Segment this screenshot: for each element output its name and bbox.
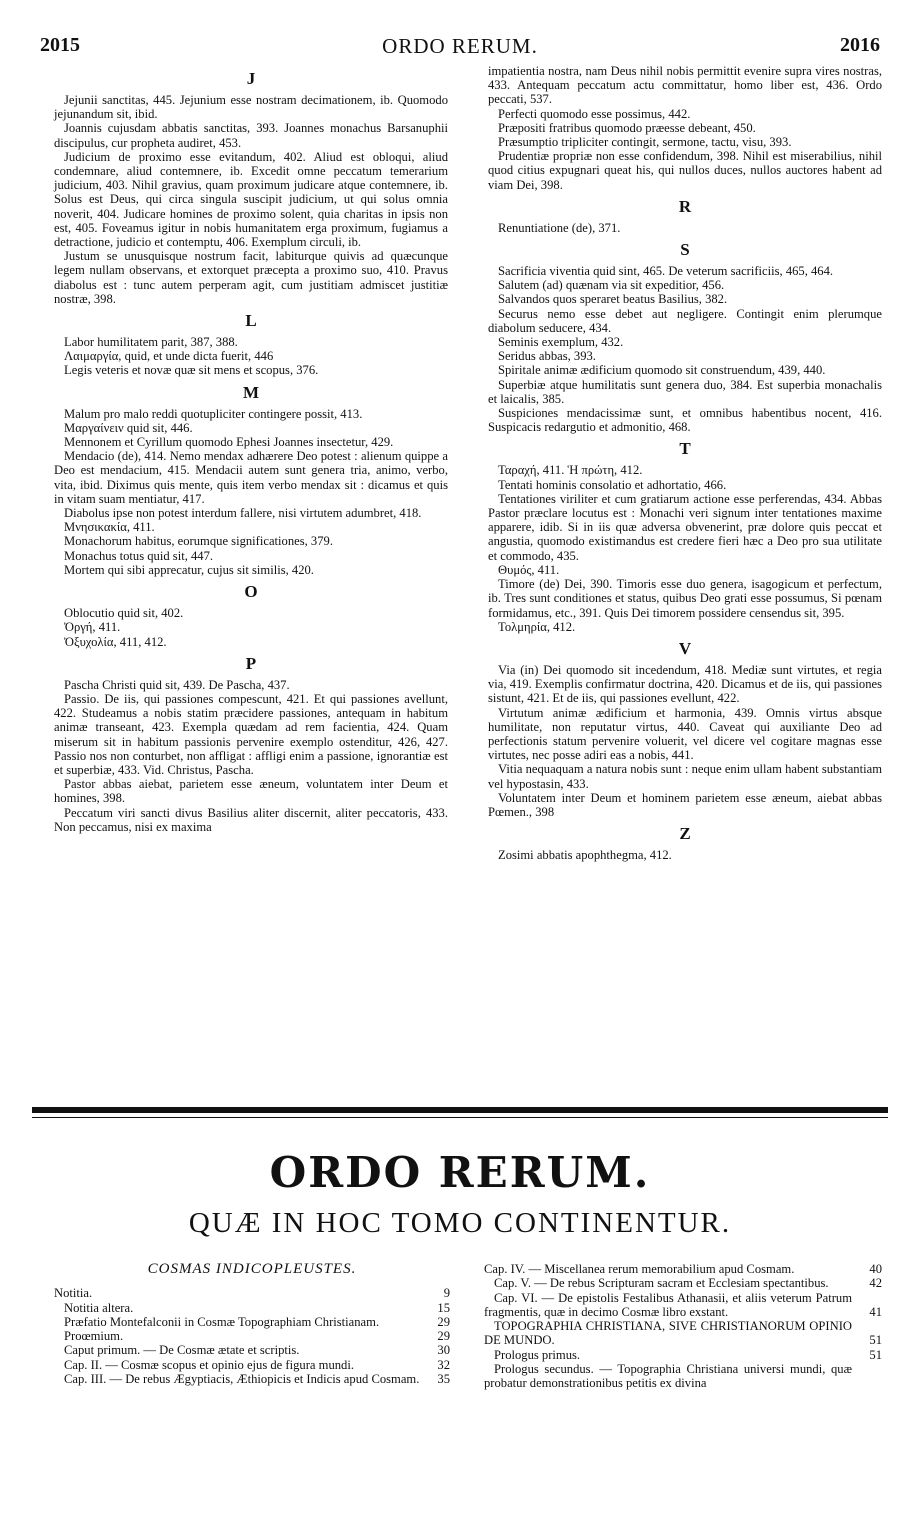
letter-heading-p: P [245, 653, 257, 673]
index-entry: Renuntiatione (de), 371. [498, 220, 621, 235]
contents-entry [484, 1319, 882, 1348]
letter-heading-z: Z [679, 824, 691, 844]
index-entry: Perfecti quomodo esse possimus, 442. [498, 106, 691, 121]
letter-heading-v: V [678, 638, 692, 658]
contents-list-left [54, 1286, 450, 1386]
index-entry: Vitia nequaquam a natura nobis sunt : neque enim ullam habent substantiam vel hypostasin, 433. [488, 762, 882, 791]
index-entry: Sacrificia viventia quid sint, 465. De veterum sacrificiis, 465, 464. [498, 264, 834, 279]
contents-entry-text: Cap. II. — Cosmæ scopus et opinio ejus de figura mundi. [64, 1357, 354, 1372]
contents-column-right [484, 1262, 882, 1391]
index-entry: Legis veteris et novæ quæ sit mens et scopus, 376. [64, 363, 319, 378]
index-entry: Superbiæ atque humilitatis sunt genera duo, 384. Est superbia monachalis et laicalis, 385. [488, 377, 882, 406]
index-entry: Justum se unusquisque nostrum facit, labiturque quivis ad quæcunque legem nullam observans, et extorquet præcepta a proximo suo, 410. Pravus diabolus est : tunc autem perperam agit, cum justitiam admiscet justitiæ nostræ, 398. [54, 249, 448, 306]
section-subtitle: QUÆ IN HOC TOMO CONTINENTUR. [188, 1207, 732, 1239]
section-title: ORDO RERUM. [269, 1148, 651, 1197]
contents-entry-text: Proœmium. [64, 1329, 124, 1344]
contents-entry-page: 51 [869, 1333, 882, 1348]
contents-entry-text: Prologus primus. [494, 1347, 581, 1362]
index-entry: Pascha Christi quid sit, 439. De Pascha, 437. [64, 677, 290, 692]
contents-entry [54, 1301, 450, 1315]
running-title: ORDO RERUM. [382, 34, 538, 58]
contents-entry-text: Cap. V. — De rebus Scripturam sacram et Ecclesiam spectantibus. [494, 1276, 829, 1291]
contents-entry-page: 29 [437, 1314, 450, 1329]
index-entry: Securus nemo esse debet aut negligere. Contingit enim plerumque diabolum seducere, 434. [488, 306, 882, 335]
contents-entry-text: Caput primum. — De Cosmæ ætate et scriptis. [64, 1343, 300, 1358]
index-entry: Τολμηρία, 412. [498, 619, 576, 634]
contents-entry [54, 1358, 450, 1372]
letter-heading-s: S [680, 240, 690, 260]
page-number-right: 2016 [840, 34, 880, 56]
index-entry: Μαργαίνειν quid sit, 446. [64, 420, 193, 435]
contents-entry [484, 1276, 882, 1290]
index-entry: Via (in) Dei quomodo sit incedendum, 418. Mediæ sunt virtutes, et regia via, 419. Exemplis confirmatur doctrina, 420. Dicamus et de iis, qui passiones sistunt, 421. Et de iis, qui passiones evellunt, 422. [488, 662, 882, 706]
contents-entry-page: 51 [869, 1347, 882, 1362]
letter-heading-m: M [242, 382, 260, 402]
page-number-left: 2015 [40, 34, 80, 56]
index-entry: Spiritale animæ ædificium quomodo sit construendum, 439, 440. [498, 363, 826, 378]
contents-entry-page: 9 [443, 1286, 450, 1301]
index-entry: Pastor abbas aiebat, parietem esse æneum, voluntatem inter Deum et homines, 398. [54, 777, 448, 806]
index-entry: Passio. De iis, qui passiones compescunt, 421. Et qui passiones avellunt, 422. Studeamus a nobis statim præcidere passiones, antequam in habitum animæ transeant, 423. Exempla quædam ad rem facientia, 424. Quam miserum sit in habitum passionis pervenire exemplo ostenditur, 426, 427. Passio nos non conturbet, non affligat : affligi enim a passione, ignorantiæ est et superbiæ, 433. Vid. Christus, Pascha. [54, 691, 448, 777]
index-entry: Joannis cujusdam abbatis sanctitas, 393. Joannes monachus Barsanuphii discipulus, cur propheta audiret, 453. [54, 121, 448, 150]
index-entry: Præpositi fratribus quomodo præesse debeant, 450. [498, 120, 756, 135]
contents-entry-page: 32 [437, 1357, 450, 1372]
contents-entry [484, 1362, 882, 1391]
contents-entry-text: Præfatio Montefalconii in Cosmæ Topographiam Christianam. [64, 1314, 380, 1329]
contents-entry-text: Cap. III. — De rebus Ægyptiacis, Æthiopicis et Indicis apud Cosmam. [64, 1372, 420, 1387]
index-entry: Zosimi abbatis apophthegma, 412. [498, 848, 672, 863]
contents-entry [484, 1291, 882, 1320]
contents-entry-page: 42 [869, 1276, 882, 1291]
index-column-left [54, 64, 448, 834]
contents-entry-text: Notitia. [54, 1286, 93, 1301]
contents-entry-page: 15 [437, 1300, 450, 1315]
contents-entry-text: Cap. VI. — De epistolis Festalibus Athanasii, et aliis veterum Patrum fragmentis, quæ in decimo Cosmæ libro exstant. [484, 1290, 852, 1319]
letter-heading-j: J [246, 69, 256, 88]
contents-list-right [484, 1262, 882, 1391]
index-entry: Monachorum habitus, eorumque significationes, 379. [64, 534, 333, 549]
index-entry: Tentationes viriliter et cum gratiarum actione esse perferendas, 434. Abbas Pastor præclare locutus est : Monachi veri signum inter tentationes maxime apparere, idib. Si in iis quæ adversa obvenerint, præ dolore quis peccat et angustia, quomodo existimandus est credere fieri hæc a Deo pro sua utilitate et commodo, 435. [488, 491, 882, 563]
contents-entry-page: 40 [869, 1262, 882, 1276]
divider-thick [32, 1107, 888, 1113]
index-entry: Timore (de) Dei, 390. Timoris esse duo genera, isagogicum et perfectum, ib. Tres sunt conditiones et status, quibus Deo grati esse possumus, Si pœnam formidamus, etc., 391. Quis Dei timorem possidere censendus sit, 395. [488, 577, 882, 620]
contents-entry-text: Notitia altera. [64, 1300, 134, 1315]
contents-entry-text: Cap. IV. — Miscellanea rerum memorabilium apud Cosmam. [484, 1262, 795, 1276]
index-entry: Tentati hominis consolatio et adhortatio, 466. [498, 477, 727, 492]
contents-entry-page: 29 [437, 1329, 450, 1344]
contents-entry [484, 1348, 882, 1362]
contents-column-left [54, 1262, 450, 1386]
contents-entry-text: TOPOGRAPHIA CHRISTIANA, SIVE CHRISTIANORUM OPINIO DE MUNDO. [484, 1319, 852, 1348]
index-column-right [488, 64, 882, 862]
contents-entry-page: 35 [437, 1372, 450, 1387]
contents-entry-page: 41 [869, 1304, 882, 1319]
author-heading: COSMAS INDICOPLEUSTES. [147, 1261, 357, 1277]
contents-entry-text: Prologus secundus. — Topographia Christiana universi mundi, quæ probatur demonstrationibus petitis ex divina [484, 1362, 852, 1391]
index-entry: Diabolus ipse non potest interdum fallere, nisi virtutem adumbret, 418. [64, 506, 422, 521]
index-entry: Virtutum animæ ædificium et harmonia, 439. Omnis virtus absque humilitate, non reputatur virtus, 440. Caveat qui auxiliante Deo ad perfectionis statum pervenire voluerit, vel dicere vel cogitare magnas esse virtutes, nec posse adiri eas a nobis, 441. [488, 705, 882, 763]
letter-heading-t: T [679, 439, 691, 459]
index-entry: Monachus totus quid sit, 447. [64, 548, 214, 563]
index-entry: Θυμός, 411. [498, 562, 560, 577]
contents-entry [54, 1343, 450, 1357]
index-entry: Labor humilitatem parit, 387, 388. [64, 335, 238, 350]
index-entry: Μνησικακία, 411. [64, 520, 155, 535]
index-entry: Suspiciones mendacissimæ sunt, et omnibus habentibus nocent, 416. Suspicacis redargutio et admonitio, 468. [488, 406, 882, 435]
contents-entry [54, 1315, 450, 1329]
index-entry: Seridus abbas, 393. [498, 349, 596, 364]
index-entry: Voluntatem inter Deum et hominem parietem esse æneum, aiebat abbas Pœmen., 398 [488, 790, 882, 819]
index-entry: Ὀξυχολία, 411, 412. [64, 634, 167, 649]
divider-thin [32, 1117, 888, 1118]
index-entry: Præsumptio tripliciter contingit, sermone, tactu, visu, 393. [498, 135, 792, 150]
letter-heading-l: L [245, 311, 257, 331]
contents-entry [54, 1286, 450, 1300]
index-entry: impatientia nostra, nam Deus nihil nobis permittit evenire supra vires nostras, 433. Antequam peccatum actu committatur, homo liber est, 436. Ordo peccati, 537. [488, 64, 882, 107]
contents-entry-page: 30 [437, 1343, 450, 1358]
index-entry: Mortem qui sibi apprecatur, cujus sit similis, 420. [64, 562, 314, 577]
index-entry: Ὀργή, 411. [64, 620, 121, 635]
index-entry: Mennonem et Cyrillum quomodo Ephesi Joannes insectetur, 429. [64, 435, 394, 450]
index-entry: Jejunii sanctitas, 445. Jejunium esse nostram decimationem, ib. Quomodo jejunandum sit, ibid. [54, 93, 448, 122]
contents-entry [54, 1329, 450, 1343]
letter-heading-o: O [244, 582, 258, 602]
contents-entry [54, 1372, 450, 1386]
index-entry: Λαιμαργία, quid, et unde dicta fuerit, 446 [64, 349, 274, 364]
contents-entry [484, 1262, 882, 1276]
index-entry: Mendacio (de), 414. Nemo mendax adhærere Deo potest : alienum quippe a Deo est mendacium, 415. Mendacii autem sunt genera tria, animo, verbo, vita, ibid. Diximus quis mente, quis item verbo mendax sit : dicamus et quis in vitam suam mentiatur, 417. [54, 449, 448, 506]
index-entry: Salvandos quos speraret beatus Basilius, 382. [498, 292, 728, 307]
index-entry: Seminis exemplum, 432. [498, 335, 624, 350]
index-entry: Prudentiæ propriæ non esse confidendum, 398. Nihil est miserabilius, nihil quod citius expugnari queat his, qui nullos duces, nullos auctores habent ad viam Dei, 398. [488, 149, 882, 192]
index-entry: Salutem (ad) quænam via sit expeditior, 456. [498, 278, 725, 293]
index-entry: Ταραχή, 411. Ἡ πρώτη, 412. [498, 463, 643, 478]
letter-heading-r: R [678, 196, 692, 216]
running-header [40, 34, 880, 58]
index-entry: Oblocutio quid sit, 402. [64, 606, 184, 621]
index-entry: Judicium de proximo esse evitandum, 402. Aliud est obloqui, aliud condemnare, aliud contemnere, ib. Excedit omne peccatum temerarium judicium, 403. Nihil gravius, quam proximum judicare atque contemnere, ib. Solus est Deus, qui circa singula suscipit judicium, ut qui solus omnia noverit, 404. Judicare homines de proximo solent, quia charitas in ipsis non est, 405. Foveamus igitur in nobis humanitatem erga proximum, fugiamus a detractione, judicio et contemptu, 406. Exemplum circuli, ib. [54, 149, 448, 250]
index-entry: Peccatum viri sancti divus Basilius aliter discernit, aliter peccatoris, 433. Non peccamus, nisi ex maxima [54, 805, 448, 834]
index-entry: Malum pro malo reddi quotupliciter contingere possit, 413. [64, 406, 363, 421]
